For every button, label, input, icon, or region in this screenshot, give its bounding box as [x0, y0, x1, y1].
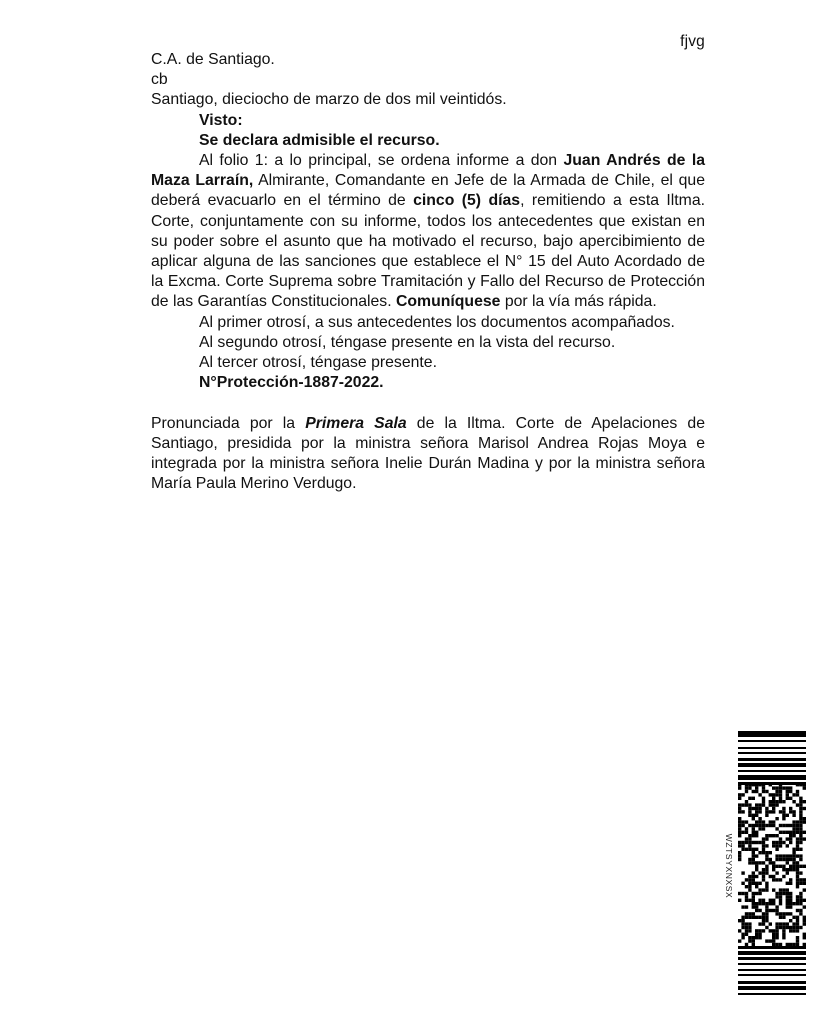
folio-rest: , remitiendo a esta Iltma. Corte, conjuntamente con su informe, todos los antecedentes que existan en su poder sobre el asunto que ha motivado el recurso, bajo apercibimiento de aplicar alguna de las sanciones que establece el N° 15 del Auto Acordado de la Excma. Corte Suprema sobre Tramitación y Fallo del Recurso de Protección de las Garantías Constitucionales. — [151, 192, 706, 311]
document-initials: fjvg — [680, 33, 705, 50]
respondent-name: Juan Andrés de la Maza Larraín, — [151, 152, 705, 190]
folio-mid: Almirante, Comandante en Jefe de la Armada de Chile, el que deberá evacuarlo en el término de — [151, 172, 705, 210]
clerk-initials: cb — [151, 71, 168, 89]
verification-code: WZTSYXNXSX — [724, 833, 734, 899]
resolution-body — [151, 50, 705, 494]
signature-intro: Pronunciada por la — [151, 414, 306, 432]
notify-rest: por la vía más rápida. — [500, 293, 657, 311]
date-line: Santiago, dieciocho de marzo de dos mil veintidós. — [151, 91, 507, 109]
signature-paragraph — [151, 414, 705, 495]
folio-intro: Al folio 1: a lo principal, se ordena informe a don — [199, 152, 564, 170]
signature-rest: de la Iltma. Corte de Apelaciones de Santiago, presidida por la ministra señora Marisol Andrea Rojas Moya e integrada por la ministra señora Inelie Durán Madina y por la ministra señora María Paula Merino Verdugo. — [151, 414, 705, 493]
court-name: C.A. de Santiago. — [151, 51, 275, 68]
term-days: cinco (5) días — [413, 192, 521, 210]
notify-word: Comuníquese — [395, 293, 501, 311]
folio-paragraph — [151, 151, 705, 313]
paragraph-spacer — [151, 393, 705, 413]
case-number: N°Protección-1887-2022. — [199, 374, 384, 392]
otrosi-second: Al segundo otrosí, téngase presente en la vista del recurso. — [199, 333, 616, 351]
qr-code-icon — [738, 731, 806, 998]
sala-name: Primera Sala — [305, 414, 407, 432]
admissibility-statement: Se declara admisible el recurso. — [199, 131, 440, 149]
otrosi-first: Al primer otrosí, a sus antecedentes los documentos acompañados. — [199, 313, 675, 331]
otrosi-third: Al tercer otrosí, téngase presente. — [199, 354, 437, 372]
visto-heading: Visto: — [199, 111, 243, 129]
